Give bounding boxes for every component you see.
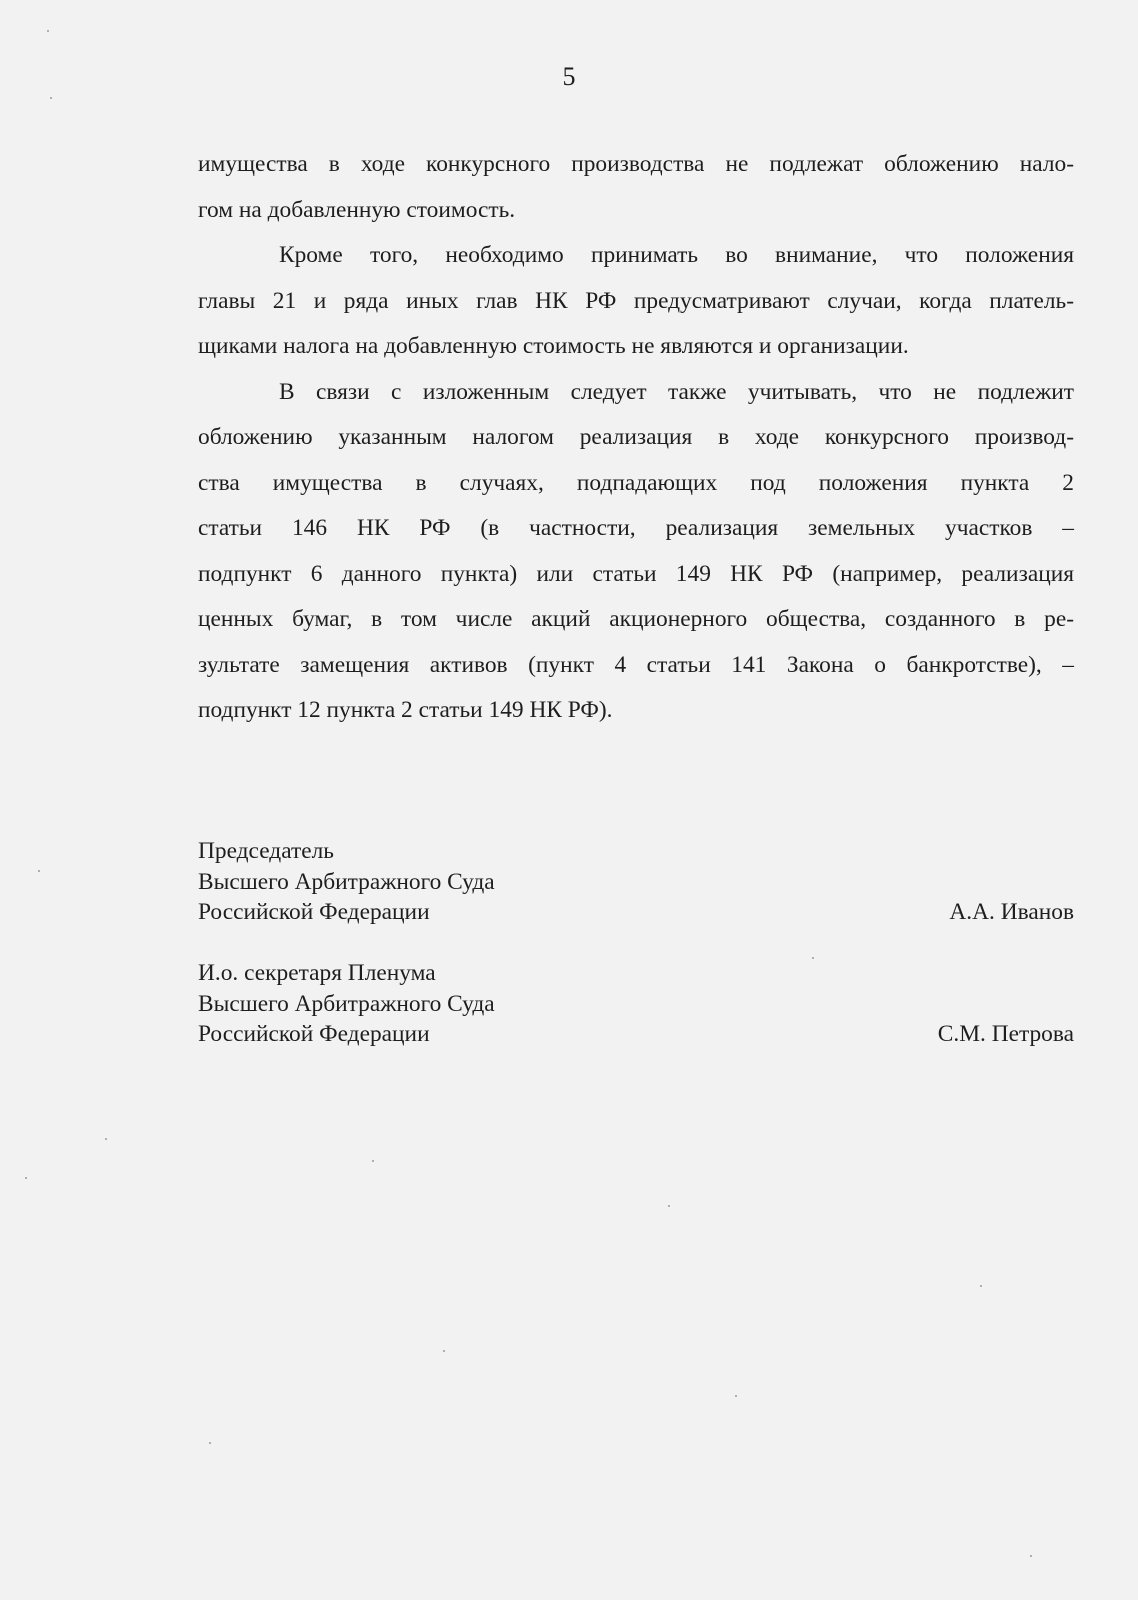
scan-speck — [105, 1138, 107, 1140]
scan-speck — [812, 957, 814, 959]
signer-position-line: Высшего Арбитражного Суда — [198, 868, 495, 895]
scan-speck — [47, 30, 49, 32]
scan-speck — [735, 1395, 737, 1397]
scan-speck — [980, 1285, 982, 1287]
scan-speck — [25, 1177, 27, 1179]
scan-speck — [209, 1442, 211, 1444]
paragraph-3 — [198, 370, 1074, 734]
signer-position-line: И.о. секретаря Пленума — [198, 960, 436, 986]
scan-speck — [443, 1350, 445, 1352]
signer-position-line: Российской Федерации — [198, 899, 430, 925]
paragraph-1 — [198, 142, 1074, 233]
scan-speck — [50, 97, 52, 99]
paragraph-2 — [198, 233, 1074, 370]
signer-position-line: Высшего Арбитражного Суда — [198, 990, 495, 1017]
scan-speck — [668, 1205, 670, 1207]
text-line: Кроме того, необходимо принимать во внимание, что положения — [279, 242, 1074, 268]
text-line: В связи с изложенным следует также учитывать, что не подлежит — [279, 378, 1074, 405]
page-number: 5 — [562, 62, 576, 91]
signer-position — [198, 836, 1074, 928]
text-line: главы 21 и ряда иных глав НК РФ предусматривают случаи, когда платель- — [198, 287, 1074, 314]
signer-position-line: Председатель — [198, 838, 334, 864]
signer-name: С.М. Петрова — [937, 1021, 1074, 1047]
text-line: подпункт 12 пункта 2 статьи 149 НК РФ). — [198, 697, 613, 723]
signer-name: А.А. Иванов — [949, 899, 1074, 925]
scan-speck — [38, 870, 40, 872]
scan-speck — [372, 1160, 374, 1162]
scan-speck — [1030, 1555, 1032, 1557]
text-line: обложению указанным налогом реализация в ходе конкурсного производ- — [198, 424, 1074, 450]
signature-block-chairman — [198, 836, 1074, 928]
text-line: щиками налога на добавленную стоимость не являются и организации. — [198, 333, 909, 359]
text-line: гом на добавленную стоимость. — [198, 196, 516, 223]
text-line: статьи 146 НК РФ (в частности, реализация земельных участков – — [198, 515, 1074, 541]
signature-block-secretary — [198, 958, 1074, 1050]
text-line: ства имущества в случаях, подпадающих под положения пункта 2 — [198, 469, 1074, 496]
text-line: подпункт 6 данного пункта) или статьи 149 НК РФ (например, реализация — [198, 560, 1074, 587]
text-line: ценных бумаг, в том числе акций акционерного общества, созданного в ре- — [198, 606, 1074, 632]
signer-position-line: Российской Федерации — [198, 1021, 430, 1047]
document-body — [198, 142, 1074, 734]
text-line: имущества в ходе конкурсного производства не подлежат обложению нало- — [198, 151, 1074, 177]
text-line: зультате замещения активов (пункт 4 статьи 141 Закона о банкротстве), – — [198, 651, 1074, 678]
